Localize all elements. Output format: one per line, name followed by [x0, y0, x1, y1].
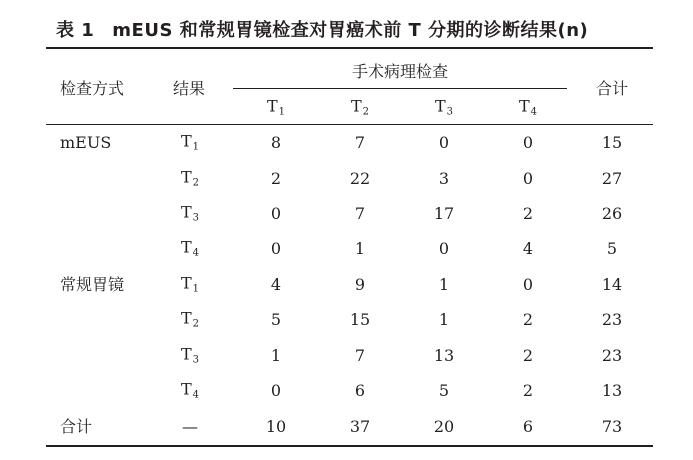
- row-value: 2: [522, 346, 534, 365]
- header-stage-t3-subscript: 3: [446, 106, 454, 118]
- header-stage-t1-subscript: 1: [278, 106, 286, 118]
- header-stage-t4-subscript: 4: [530, 106, 538, 118]
- row-value: 17: [433, 204, 455, 223]
- row-value: 0: [270, 239, 282, 258]
- row-result-stage-base: T: [180, 131, 192, 151]
- row-value: 0: [438, 133, 450, 152]
- row-result-stage-subscript: 4: [192, 389, 200, 401]
- row-value: 9: [354, 275, 366, 294]
- row-value: 22: [349, 169, 371, 188]
- header-stage-t2-base: T: [350, 96, 362, 116]
- row-value: 0: [270, 381, 282, 400]
- header-method: 检查方式: [60, 79, 125, 98]
- row-total: 14: [601, 275, 623, 294]
- row-result-stage-subscript: 2: [192, 177, 200, 189]
- row-total: 23: [601, 346, 623, 365]
- row-result-stage-subscript: 4: [192, 247, 200, 259]
- row-value: 2: [270, 169, 282, 188]
- row-result-stage: [180, 344, 200, 366]
- row-value: 8: [270, 133, 282, 152]
- footer-value: 20: [433, 417, 455, 436]
- header-stage-t2-subscript: 2: [362, 106, 370, 118]
- row-result-stage-subscript: 1: [192, 283, 200, 295]
- header-stage-t2: [350, 96, 370, 118]
- header-group: 手术病理检查: [351, 62, 449, 81]
- header-stage-t1-base: T: [266, 96, 278, 116]
- row-value: 1: [438, 275, 450, 294]
- row-value: 1: [270, 346, 282, 365]
- footer-value: 6: [522, 417, 534, 436]
- header-stage-t3-base: T: [434, 96, 446, 116]
- table-number: 表 1: [56, 20, 95, 41]
- row-result-stage: [180, 202, 200, 224]
- row-result-stage-subscript: 1: [192, 141, 200, 153]
- row-result-stage-base: T: [180, 167, 192, 187]
- row-total: 26: [601, 204, 623, 223]
- row-value: 2: [522, 204, 534, 223]
- row-value: 0: [522, 169, 534, 188]
- row-result-stage: [180, 308, 200, 330]
- header-stage-t1: [266, 96, 286, 118]
- row-result-stage: [180, 167, 200, 189]
- row-value: 0: [522, 275, 534, 294]
- header-result: 结果: [173, 79, 206, 98]
- row-value: 5: [438, 381, 450, 400]
- row-method: 常规胃镜: [60, 275, 125, 294]
- row-result-stage-base: T: [180, 308, 192, 328]
- footer-value: 37: [349, 417, 371, 436]
- row-result-stage-base: T: [180, 202, 192, 222]
- table-caption: [56, 16, 676, 42]
- row-value: 4: [270, 275, 282, 294]
- row-value: 7: [354, 133, 366, 152]
- table-title: mEUS 和常规胃镜检查对胃癌术前 T 分期的诊断结果(n): [112, 20, 589, 41]
- row-value: 4: [522, 239, 534, 258]
- row-total: 15: [601, 133, 623, 152]
- row-value: 0: [270, 204, 282, 223]
- row-result-stage-subscript: 3: [192, 354, 200, 366]
- row-value: 6: [354, 381, 366, 400]
- bottom-rule: [46, 445, 653, 447]
- header-stage-t4: [518, 96, 538, 118]
- row-result-stage-subscript: 2: [192, 318, 200, 330]
- row-value: 7: [354, 204, 366, 223]
- row-total: 13: [601, 381, 623, 400]
- header-rule: [46, 124, 653, 125]
- group-underline: [233, 88, 567, 89]
- row-result-stage-base: T: [180, 237, 192, 257]
- row-value: 3: [438, 169, 450, 188]
- row-value: 1: [438, 310, 450, 329]
- header-stage-t3: [434, 96, 454, 118]
- row-result-stage-subscript: 3: [192, 212, 200, 224]
- row-value: 0: [522, 133, 534, 152]
- row-result-stage-base: T: [180, 273, 192, 293]
- row-value: 15: [349, 310, 371, 329]
- row-method: mEUS: [60, 133, 112, 152]
- footer-total: 73: [601, 417, 623, 436]
- row-value: 1: [354, 239, 366, 258]
- row-value: 2: [522, 381, 534, 400]
- row-result-stage: [180, 237, 200, 259]
- row-total: 27: [601, 169, 623, 188]
- row-result-stage-base: T: [180, 379, 192, 399]
- top-rule: [46, 47, 653, 49]
- header-stage-t4-base: T: [518, 96, 530, 116]
- row-value: 13: [433, 346, 455, 365]
- footer-value: 10: [265, 417, 287, 436]
- row-total: 23: [601, 310, 623, 329]
- row-result-stage: [180, 273, 200, 295]
- row-result-stage: [180, 379, 200, 401]
- row-result-stage: [180, 131, 200, 153]
- header-total: 合计: [595, 79, 629, 98]
- row-value: 0: [438, 239, 450, 258]
- footer-label: 合计: [60, 417, 93, 436]
- row-value: 2: [522, 310, 534, 329]
- row-value: 7: [354, 346, 366, 365]
- footer-result: —: [182, 417, 198, 436]
- row-result-stage-base: T: [180, 344, 192, 364]
- row-value: 5: [270, 310, 282, 329]
- row-total: 5: [606, 239, 618, 258]
